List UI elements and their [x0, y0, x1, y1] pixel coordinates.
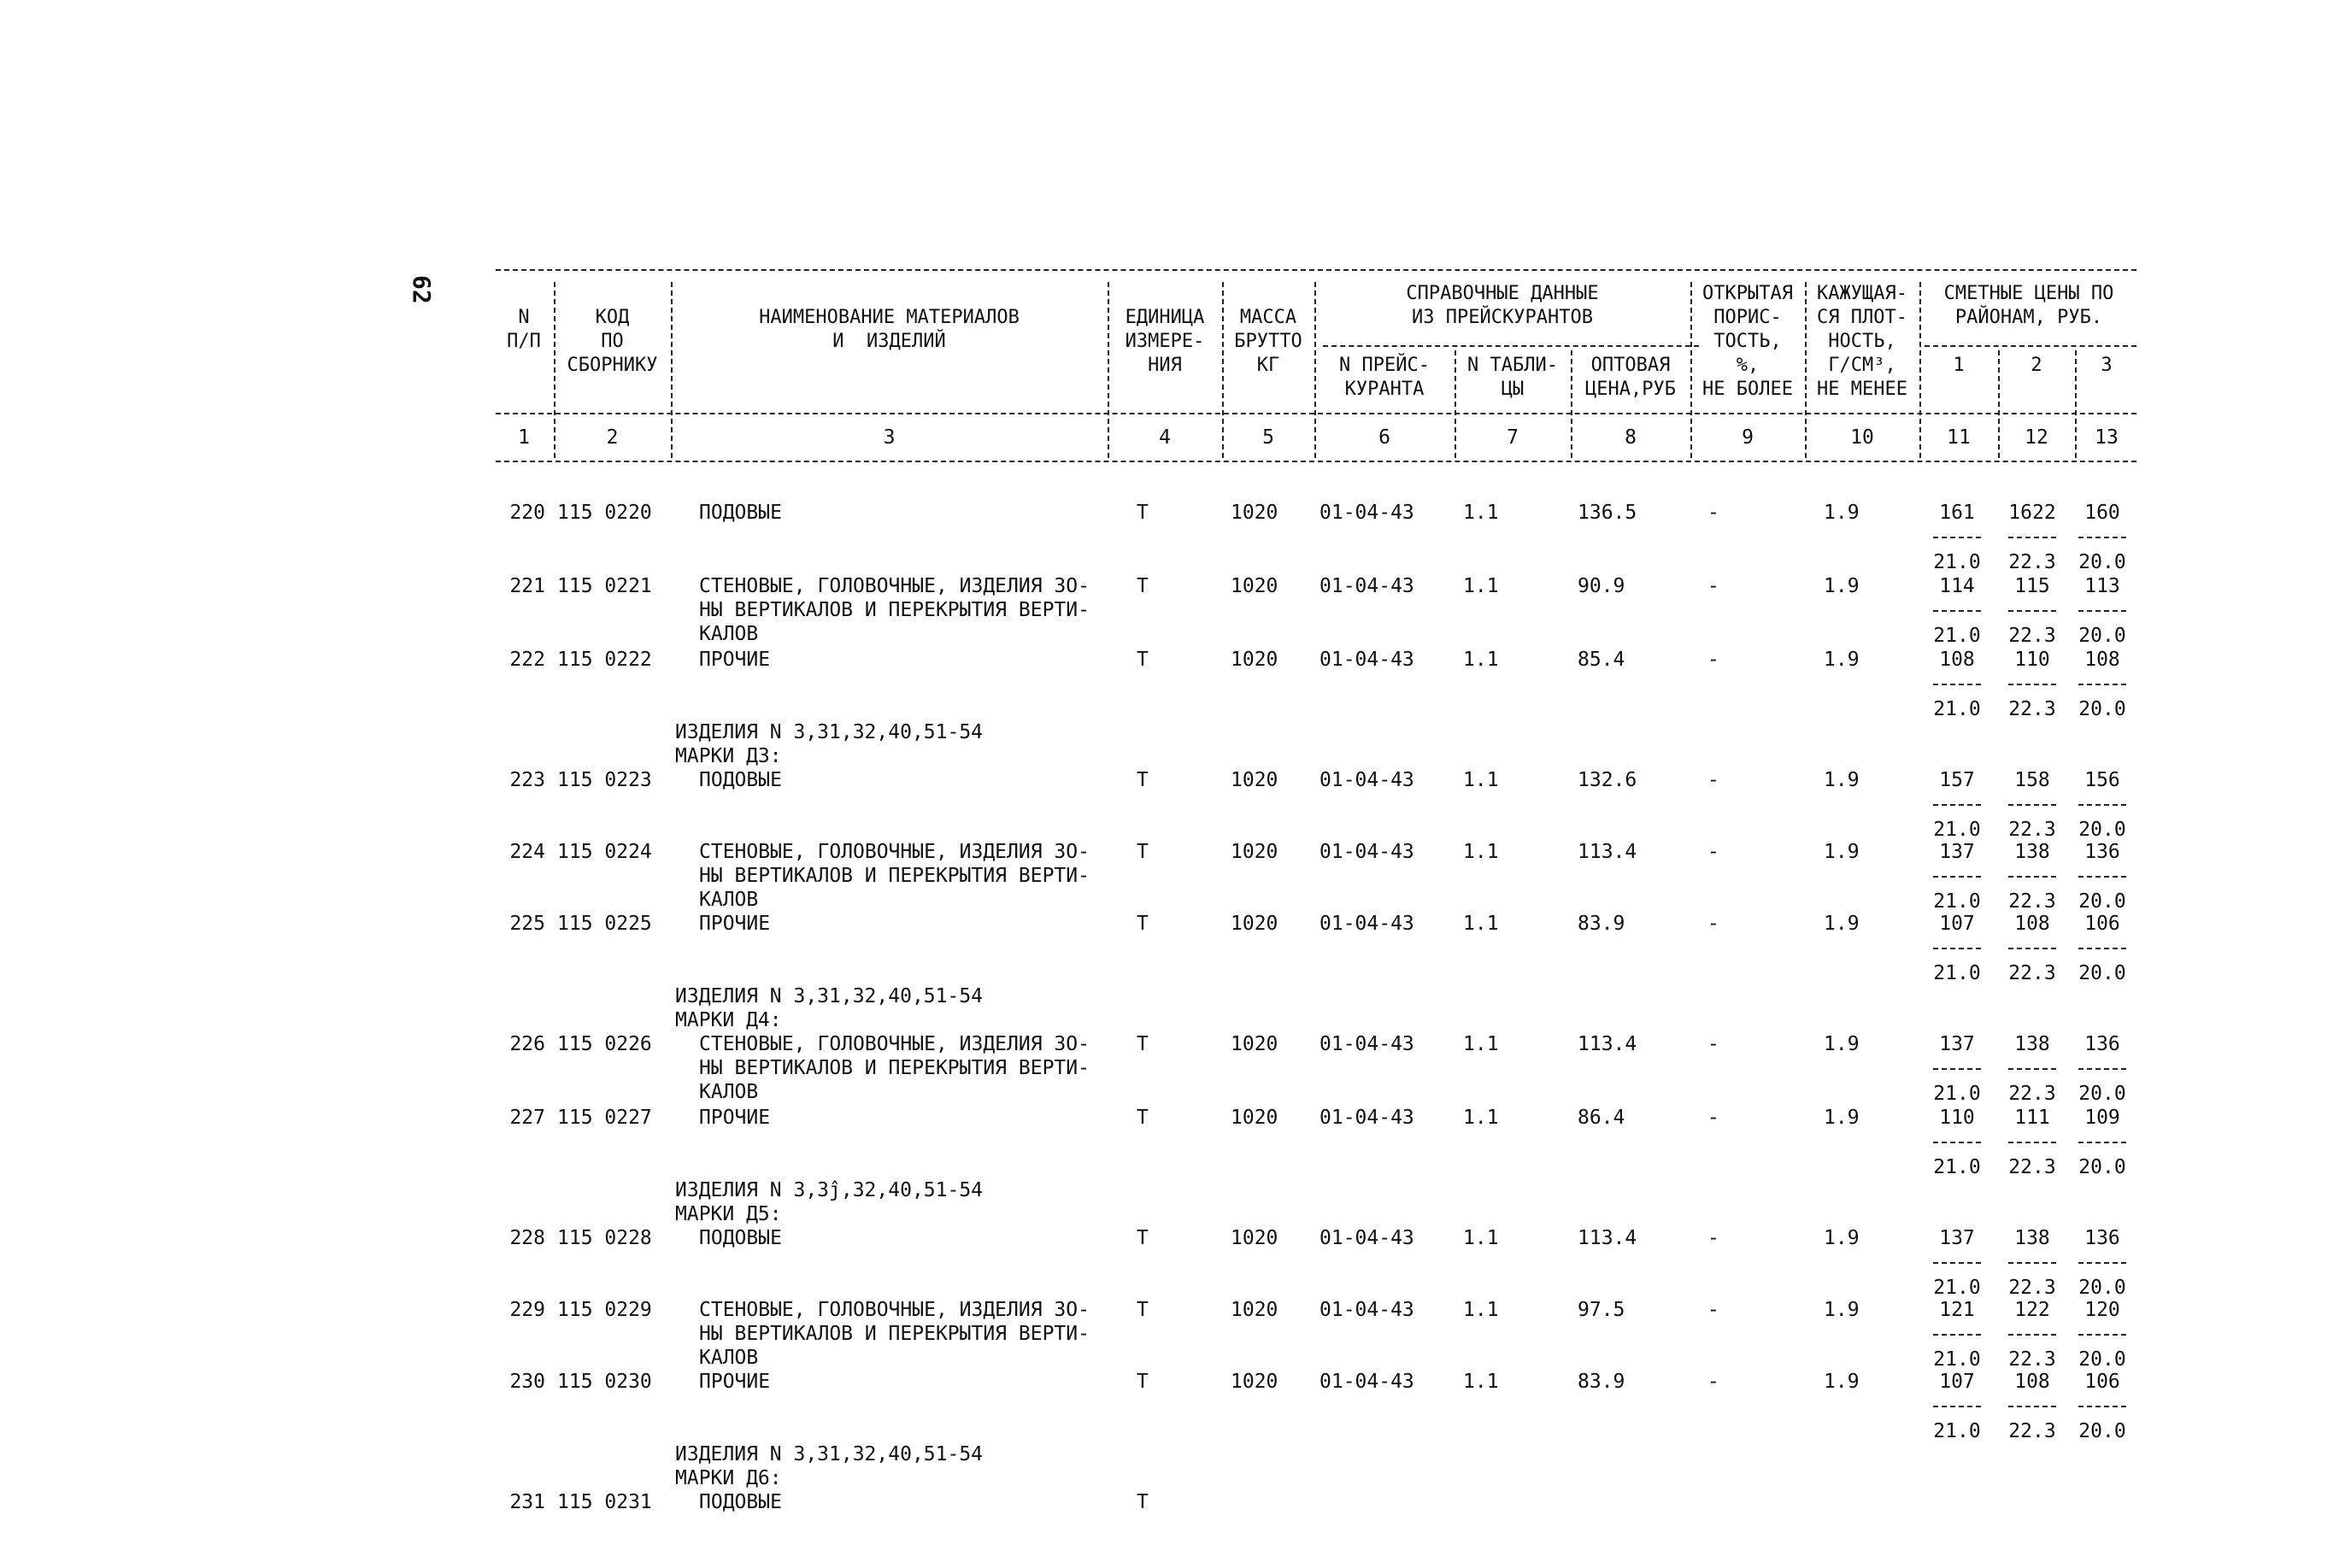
coefficient-value: 22.3 [2008, 890, 2056, 913]
row-porosity: - [1707, 502, 1719, 524]
row-code: 115 0221 [557, 575, 652, 597]
fraction-bar [1933, 876, 1981, 878]
header-mid-rule [496, 413, 2136, 414]
header-bottom-rule [496, 461, 2136, 462]
row-code: 115 0228 [557, 1227, 652, 1249]
row-name-line: КАЛОВ [699, 1081, 759, 1103]
row-table: 1.1 [1463, 649, 1499, 671]
coefficient-value: 20.0 [2078, 1277, 2126, 1299]
coefficient-value: 21.0 [1933, 625, 1981, 647]
price-value: 110 [2014, 649, 2050, 671]
row-table: 1.1 [1463, 913, 1499, 935]
group-subheading: МАРКИ Д6: [675, 1467, 782, 1489]
coefficient-value: 22.3 [2008, 1083, 2056, 1105]
coefficient-value: 22.3 [2008, 551, 2056, 573]
fraction-bar [2078, 1068, 2126, 1070]
row-mass: 1020 [1231, 841, 1278, 863]
row-porosity: - [1707, 913, 1719, 935]
estimate-price [1923, 840, 1991, 913]
row-unit: Т [1137, 1299, 1149, 1321]
row-density: 1.9 [1824, 913, 1860, 935]
row-mass: 1020 [1231, 1227, 1278, 1249]
row-name-line: НЫ ВЕРТИКАЛОВ И ПЕРЕКРЫТИЯ ВЕРТИ- [699, 865, 1090, 887]
coefficient-value: 21.0 [1933, 1348, 1981, 1371]
group-subheading: МАРКИ Д5: [675, 1203, 782, 1225]
coefficient-value: 21.0 [1933, 1420, 1981, 1442]
price-value: 136 [2084, 1033, 2120, 1055]
row-name-line: ПРОЧИЕ [699, 1107, 771, 1129]
header-n: N П/П [507, 307, 541, 352]
fraction-bar [2078, 876, 2126, 878]
row-name-line: ПРОЧИЕ [699, 649, 771, 671]
price-value: 138 [2014, 1033, 2050, 1055]
coefficient-value: 21.0 [1933, 962, 1981, 984]
row-price: 113.4 [1578, 1033, 1637, 1055]
fraction-bar [1933, 610, 1981, 612]
ref-sub-rule [1323, 345, 1699, 347]
row-price: 136.5 [1578, 502, 1637, 524]
row-name-line: НЫ ВЕРТИКАЛОВ И ПЕРЕКРЫТИЯ ВЕРТИ- [699, 599, 1090, 621]
row-code: 115 0220 [557, 502, 652, 524]
row-name-line: НЫ ВЕРТИКАЛОВ И ПЕРЕКРЫТИЯ ВЕРТИ- [699, 1057, 1090, 1079]
row-price: 90.9 [1578, 575, 1625, 597]
row-density: 1.9 [1824, 1033, 1860, 1055]
row-name-line: ПРОЧИЕ [699, 913, 771, 935]
row-unit: Т [1137, 1107, 1149, 1129]
row-unit: Т [1137, 769, 1149, 791]
header-unit: ЕДИНИЦА ИЗМЕРЕ- НИЯ [1125, 307, 1205, 376]
price-value: 138 [2014, 1227, 2050, 1249]
coefficient-value: 20.0 [2078, 890, 2126, 913]
header-top-rule [496, 269, 2136, 271]
row-pricelist: 01-04-43 [1319, 1033, 1414, 1055]
row-mass: 1020 [1231, 1033, 1278, 1055]
header-region-2: 2 [2031, 355, 2042, 376]
header-est-group: СМЕТНЫЕ ЦЕНЫ ПО РАЙОНАМ, РУБ. [1943, 283, 2114, 328]
estimate-price [1998, 1298, 2066, 1371]
estimate-price [1998, 1106, 2066, 1179]
row-name-line: КАЛОВ [699, 1347, 759, 1369]
row-mass: 1020 [1231, 1107, 1278, 1129]
coefficient-value: 20.0 [2078, 962, 2126, 984]
row-price: 83.9 [1578, 913, 1625, 935]
estimate-price [2068, 768, 2136, 842]
coefficient-value: 22.3 [2008, 962, 2056, 984]
row-mass: 1020 [1231, 502, 1278, 524]
price-value: 113 [2084, 575, 2120, 597]
col-num: 12 [2025, 426, 2048, 449]
col-num: 5 [1262, 426, 1274, 449]
col-num: 13 [2095, 426, 2119, 449]
group-heading: ИЗДЕЛИЯ N 3,3ĵ,32,40,51-54 [675, 1179, 984, 1201]
row-pricelist: 01-04-43 [1319, 841, 1414, 863]
estimate-price [1998, 1226, 2066, 1300]
fraction-bar [2078, 537, 2126, 538]
estimate-price [1923, 574, 1991, 648]
fraction-bar [1933, 1334, 1981, 1336]
header-ref-group: СПРАВОЧНЫЕ ДАННЫЕ ИЗ ПРЕЙСКУРАНТОВ [1406, 283, 1599, 328]
price-value: 115 [2014, 575, 2050, 597]
row-number: 231 [509, 1491, 545, 1513]
row-number: 224 [509, 841, 545, 863]
coefficient-value: 22.3 [2008, 819, 2056, 841]
row-table: 1.1 [1463, 502, 1499, 524]
row-code: 115 0230 [557, 1371, 652, 1393]
row-unit: Т [1137, 649, 1149, 671]
header-porosity: ОТКРЫТАЯ ПОРИС- ТОСТЬ, %, НЕ БОЛЕЕ [1702, 283, 1793, 400]
estimate-price [1923, 1370, 1991, 1443]
row-mass: 1020 [1231, 649, 1278, 671]
fraction-bar [2078, 1262, 2126, 1264]
col-num: 11 [1947, 426, 1971, 449]
row-price: 83.9 [1578, 1371, 1625, 1393]
row-density: 1.9 [1824, 502, 1860, 524]
row-table: 1.1 [1463, 841, 1499, 863]
price-value: 160 [2084, 502, 2120, 524]
row-number: 229 [509, 1299, 545, 1321]
coefficient-value: 21.0 [1933, 1083, 1981, 1105]
estimate-price [2068, 840, 2136, 913]
row-price: 86.4 [1578, 1107, 1625, 1129]
price-value: 107 [1939, 1371, 1975, 1393]
fraction-bar [2008, 1334, 2056, 1336]
coefficient-value: 20.0 [2078, 698, 2126, 720]
row-pricelist: 01-04-43 [1319, 502, 1414, 524]
row-number: 222 [509, 649, 545, 671]
fraction-bar [1933, 804, 1981, 806]
row-name-line: ПРОЧИЕ [699, 1371, 771, 1393]
row-porosity: - [1707, 769, 1719, 791]
row-code: 115 0226 [557, 1033, 652, 1055]
price-value: 137 [1939, 1033, 1975, 1055]
row-number: 221 [509, 575, 545, 597]
row-table: 1.1 [1463, 1033, 1499, 1055]
row-name-line: ПОДОВЫЕ [699, 1227, 782, 1249]
fraction-bar [1933, 948, 1981, 949]
header-table: N ТАБЛИ- ЦЫ [1467, 355, 1558, 400]
col-num: 8 [1625, 426, 1637, 449]
price-value: 108 [2014, 913, 2050, 935]
col-num: 7 [1507, 426, 1519, 449]
row-table: 1.1 [1463, 769, 1499, 791]
estimate-price [2068, 501, 2136, 574]
fraction-bar [2008, 537, 2056, 538]
fraction-bar [2078, 1406, 2126, 1407]
row-name-line: ПОДОВЫЕ [699, 502, 782, 524]
col-num: 3 [883, 426, 896, 449]
price-value: 121 [1939, 1299, 1975, 1321]
price-value: 122 [2014, 1299, 2050, 1321]
row-number: 226 [509, 1033, 545, 1055]
coefficient-value: 21.0 [1933, 1277, 1981, 1299]
row-pricelist: 01-04-43 [1319, 1107, 1414, 1129]
row-porosity: - [1707, 1033, 1719, 1055]
row-name-line: СТЕНОВЫЕ, ГОЛОВОЧНЫЕ, ИЗДЕЛИЯ ЗО- [699, 1033, 1090, 1055]
price-value: 107 [1939, 913, 1975, 935]
row-table: 1.1 [1463, 575, 1499, 597]
row-mass: 1020 [1231, 769, 1278, 791]
row-unit: Т [1137, 1227, 1149, 1249]
estimate-price [1998, 501, 2066, 574]
row-density: 1.9 [1824, 841, 1860, 863]
fraction-bar [2078, 1334, 2126, 1336]
header-region-3: 3 [2101, 355, 2113, 376]
estimate-price [1923, 768, 1991, 842]
price-value: 136 [2084, 1227, 2120, 1249]
price-value: 158 [2014, 769, 2050, 791]
fraction-bar [2008, 876, 2056, 878]
row-price: 113.4 [1578, 841, 1637, 863]
price-value: 106 [2084, 1371, 2120, 1393]
row-pricelist: 01-04-43 [1319, 913, 1414, 935]
estimate-price [1923, 912, 1991, 985]
price-value: 136 [2084, 841, 2120, 863]
row-number: 223 [509, 769, 545, 791]
row-code: 115 0223 [557, 769, 652, 791]
estimate-price [1998, 1032, 2066, 1106]
fraction-bar [1933, 684, 1981, 685]
row-price: 97.5 [1578, 1299, 1625, 1321]
row-name-line: КАЛОВ [699, 623, 759, 645]
row-mass: 1020 [1231, 913, 1278, 935]
price-value: 108 [2014, 1371, 2050, 1393]
row-table: 1.1 [1463, 1299, 1499, 1321]
price-value: 109 [2084, 1107, 2120, 1129]
price-value: 108 [1939, 649, 1975, 671]
coefficient-value: 22.3 [2008, 1420, 2056, 1442]
page-number: 62 [408, 275, 436, 304]
header-name: НАИМЕНОВАНИЕ МАТЕРИАЛОВ И ИЗДЕЛИЙ [759, 307, 1020, 352]
price-value: 157 [1939, 769, 1975, 791]
row-number: 227 [509, 1107, 545, 1129]
fraction-bar [2008, 684, 2056, 685]
row-unit: Т [1137, 1033, 1149, 1055]
estimate-price [1998, 840, 2066, 913]
estimate-price [1923, 648, 1991, 721]
estimate-price [2068, 912, 2136, 985]
row-density: 1.9 [1824, 769, 1860, 791]
fraction-bar [1933, 1068, 1981, 1070]
price-value: 110 [1939, 1107, 1975, 1129]
fraction-bar [2078, 1142, 2126, 1143]
group-subheading: МАРКИ Д4: [675, 1009, 782, 1031]
coefficient-value: 22.3 [2008, 1348, 2056, 1371]
fraction-bar [1933, 1262, 1981, 1264]
coefficient-value: 20.0 [2078, 1348, 2126, 1371]
row-table: 1.1 [1463, 1371, 1499, 1393]
row-number: 228 [509, 1227, 545, 1249]
row-name-line: СТЕНОВЫЕ, ГОЛОВОЧНЫЕ, ИЗДЕЛИЯ ЗО- [699, 575, 1090, 597]
estimate-price [2068, 1032, 2136, 1106]
row-pricelist: 01-04-43 [1319, 1299, 1414, 1321]
row-porosity: - [1707, 1227, 1719, 1249]
price-value: 1622 [2008, 502, 2056, 524]
fraction-bar [2008, 1262, 2056, 1264]
row-unit: Т [1137, 1371, 1149, 1393]
row-unit: Т [1137, 913, 1149, 935]
row-unit: Т [1137, 502, 1149, 524]
estimate-price [1998, 648, 2066, 721]
row-density: 1.9 [1824, 1107, 1860, 1129]
price-value: 161 [1939, 502, 1975, 524]
row-number: 220 [509, 502, 545, 524]
coefficient-value: 20.0 [2078, 1420, 2126, 1442]
coefficient-value: 22.3 [2008, 1156, 2056, 1178]
header-mass: МАССА БРУТТО КГ [1234, 307, 1302, 376]
fraction-bar [1933, 1406, 1981, 1407]
fraction-bar [2008, 1142, 2056, 1143]
group-heading: ИЗДЕЛИЯ N 3,31,32,40,51-54 [675, 1443, 984, 1465]
coefficient-value: 20.0 [2078, 819, 2126, 841]
row-number: 230 [509, 1371, 545, 1393]
row-number: 225 [509, 913, 545, 935]
row-unit: Т [1137, 1491, 1149, 1513]
row-porosity: - [1707, 1371, 1719, 1393]
row-pricelist: 01-04-43 [1319, 1227, 1414, 1249]
estimate-price [1998, 768, 2066, 842]
coefficient-value: 22.3 [2008, 1277, 2056, 1299]
price-value: 137 [1939, 1227, 1975, 1249]
row-code: 115 0227 [557, 1107, 652, 1129]
row-code: 115 0224 [557, 841, 652, 863]
estimate-price [1998, 1370, 2066, 1443]
estimate-price [1923, 1298, 1991, 1371]
price-value: 108 [2084, 649, 2120, 671]
coefficient-value: 22.3 [2008, 698, 2056, 720]
coefficient-value: 22.3 [2008, 625, 2056, 647]
row-porosity: - [1707, 1299, 1719, 1321]
estimate-price [2068, 1370, 2136, 1443]
row-density: 1.9 [1824, 1299, 1860, 1321]
col-num: 1 [518, 426, 530, 449]
fraction-bar [1933, 1142, 1981, 1143]
header-wholesale: ОПТОВАЯ ЦЕНА,РУБ [1585, 355, 1676, 400]
row-pricelist: 01-04-43 [1319, 1371, 1414, 1393]
price-value: 111 [2014, 1107, 2050, 1129]
estimate-price [2068, 1226, 2136, 1300]
row-price: 132.6 [1578, 769, 1637, 791]
price-value: 114 [1939, 575, 1975, 597]
fraction-bar [2078, 610, 2126, 612]
row-name-line: СТЕНОВЫЕ, ГОЛОВОЧНЫЕ, ИЗДЕЛИЯ ЗО- [699, 1299, 1090, 1321]
row-density: 1.9 [1824, 575, 1860, 597]
price-value: 106 [2084, 913, 2120, 935]
coefficient-value: 20.0 [2078, 551, 2126, 573]
row-porosity: - [1707, 1107, 1719, 1129]
row-porosity: - [1707, 649, 1719, 671]
header-code: КОД ПО СБОРНИКУ [567, 307, 658, 376]
row-price: 85.4 [1578, 649, 1625, 671]
coefficient-value: 21.0 [1933, 819, 1981, 841]
row-porosity: - [1707, 841, 1719, 863]
header-pricelist: N ПРЕЙС- КУРАНТА [1339, 355, 1430, 400]
row-name-line: ПОДОВЫЕ [699, 1491, 782, 1513]
price-value: 120 [2084, 1299, 2120, 1321]
estimate-price [2068, 1106, 2136, 1179]
row-table: 1.1 [1463, 1107, 1499, 1129]
fraction-bar [2008, 1068, 2056, 1070]
group-heading: ИЗДЕЛИЯ N 3,31,32,40,51-54 [675, 721, 984, 743]
col-num: 10 [1850, 426, 1874, 449]
row-density: 1.9 [1824, 649, 1860, 671]
coefficient-value: 21.0 [1933, 1156, 1981, 1178]
price-value: 138 [2014, 841, 2050, 863]
row-name-line: КАЛОВ [699, 889, 759, 911]
coefficient-value: 21.0 [1933, 890, 1981, 913]
row-pricelist: 01-04-43 [1319, 575, 1414, 597]
coefficient-value: 20.0 [2078, 1083, 2126, 1105]
row-code: 115 0229 [557, 1299, 652, 1321]
coefficient-value: 20.0 [2078, 1156, 2126, 1178]
coefficient-value: 21.0 [1933, 698, 1981, 720]
fraction-bar [2078, 948, 2126, 949]
row-density: 1.9 [1824, 1371, 1860, 1393]
estimate-price [1998, 912, 2066, 985]
price-value: 156 [2084, 769, 2120, 791]
estimate-price [2068, 1298, 2136, 1371]
col-num: 2 [606, 426, 619, 449]
estimate-price [1998, 574, 2066, 648]
row-unit: Т [1137, 575, 1149, 597]
row-code: 115 0231 [557, 1491, 652, 1513]
row-mass: 1020 [1231, 1299, 1278, 1321]
group-heading: ИЗДЕЛИЯ N 3,31,32,40,51-54 [675, 985, 984, 1007]
fraction-bar [1933, 537, 1981, 538]
estimate-price [1923, 1032, 1991, 1106]
row-porosity: - [1707, 575, 1719, 597]
estimate-price [2068, 574, 2136, 648]
header-density: КАЖУЩАЯ- СЯ ПЛОТ- НОСТЬ, Г/СМ³, НЕ МЕНЕЕ [1817, 283, 1907, 400]
fraction-bar [2078, 804, 2126, 806]
fraction-bar [2078, 684, 2126, 685]
coefficient-value: 20.0 [2078, 625, 2126, 647]
estimate-price [1923, 501, 1991, 574]
row-pricelist: 01-04-43 [1319, 769, 1414, 791]
row-code: 115 0225 [557, 913, 652, 935]
col-num: 4 [1159, 426, 1171, 449]
estimate-price [2068, 648, 2136, 721]
estimate-price [1923, 1106, 1991, 1179]
row-table: 1.1 [1463, 1227, 1499, 1249]
col-num: 9 [1742, 426, 1754, 449]
est-sub-rule [1925, 345, 2136, 347]
header-region-1: 1 [1953, 355, 1965, 376]
row-name-line: ПОДОВЫЕ [699, 769, 782, 791]
row-code: 115 0222 [557, 649, 652, 671]
price-value: 137 [1939, 841, 1975, 863]
row-name-line: СТЕНОВЫЕ, ГОЛОВОЧНЫЕ, ИЗДЕЛИЯ ЗО- [699, 841, 1090, 863]
estimate-price [1923, 1226, 1991, 1300]
row-mass: 1020 [1231, 1371, 1278, 1393]
fraction-bar [2008, 948, 2056, 949]
row-pricelist: 01-04-43 [1319, 649, 1414, 671]
fraction-bar [2008, 804, 2056, 806]
fraction-bar [2008, 1406, 2056, 1407]
col-num: 6 [1378, 426, 1390, 449]
row-name-line: НЫ ВЕРТИКАЛОВ И ПЕРЕКРЫТИЯ ВЕРТИ- [699, 1323, 1090, 1345]
row-unit: Т [1137, 841, 1149, 863]
row-density: 1.9 [1824, 1227, 1860, 1249]
fraction-bar [2008, 610, 2056, 612]
row-price: 113.4 [1578, 1227, 1637, 1249]
coefficient-value: 21.0 [1933, 551, 1981, 573]
group-subheading: МАРКИ Д3: [675, 745, 782, 767]
row-mass: 1020 [1231, 575, 1278, 597]
